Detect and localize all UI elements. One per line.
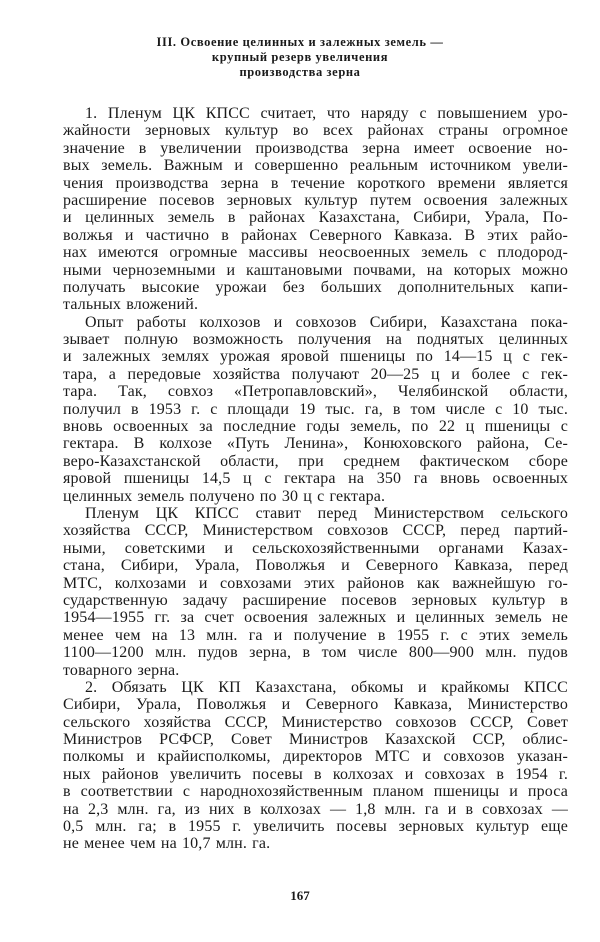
text-line: яровой пшеницы 14,5 ц с гектара на 350 га вновь освоенных — [63, 470, 568, 488]
text-line: и залежных землях урожая яровой пшеницы по 14—15 ц с гек- — [63, 348, 568, 366]
text-line: тара, а передовые хозяйства получают 20—25 ц и более с гек- — [63, 365, 568, 383]
text-line: Министров РСФСР, Совет Министров Казахской ССР, облис- — [63, 731, 568, 749]
text-line: 1954—1955 гг. за счет освоения залежных и целинных земель не — [63, 609, 568, 627]
text-line: менее чем на 13 млн. га и получение в 1955 г. с этих земель — [63, 626, 568, 644]
text-line: чения производства зерна в течение короткого времени является — [63, 174, 568, 192]
text-line: 2. Обязать ЦК КП Казахстана, обкомы и крайкомы КПСС — [85, 678, 568, 696]
paragraph — [63, 505, 568, 679]
text-line: и целинных земель в районах Казахстана, Сибири, Урала, По- — [63, 209, 568, 227]
text-line: Пленум ЦК КПСС ставит перед Министерством сельского — [85, 504, 568, 522]
text-line: 1100—1200 млн. пудов зерна, в том числе 800—900 млн. пудов — [63, 644, 568, 662]
text-line: значение в увеличении производства зерна имеет освоение но- — [63, 139, 568, 157]
text-line: ными, советскими и сельскохозяйственными органами Казах- — [63, 539, 568, 557]
text-line: ными черноземными и каштановыми почвами, на которых можно — [63, 261, 568, 279]
heading-line: крупный резерв увеличения — [211, 50, 389, 64]
page-number: 167 — [290, 888, 310, 903]
text-line: сельского хозяйства СССР, Министерство совхозов СССР, Совет — [63, 713, 568, 731]
text-line: вых земель. Важным и совершенно реальным источником увели- — [63, 157, 568, 175]
text-line: полкомы и крайисполкомы, директоров МТС и совхозов указан- — [63, 748, 568, 766]
text-line: не менее чем на 10,7 млн. га. — [63, 835, 271, 853]
heading-line: III. Освоение целинных и залежных земель — — [156, 35, 444, 49]
text-line: жайности зерновых культур во всех районах страны огромное — [63, 122, 568, 140]
text-line: на 2,3 млн. га, из них в колхозах — 1,8 млн. га и в совхозах — — [63, 800, 568, 818]
text-line: расширение посевов зерновых культур путем освоения залежных — [63, 191, 568, 209]
paragraph — [63, 105, 568, 314]
text-line: тальных вложений. — [63, 296, 199, 314]
text-line: Сибири, Урала, Поволжья и Северного Кавказа, Министерство — [63, 696, 568, 714]
text-line: сударственную задачу расширение посевов зерновых культур в — [63, 591, 568, 609]
text-line: ных районов увеличить посевы в колхозах и совхозах в 1954 г. — [63, 765, 568, 783]
paragraph — [63, 679, 568, 853]
text-line: 1. Пленум ЦК КПСС считает, что наряду с повышением уро- — [85, 105, 568, 122]
text-line: веро-Казахстанской области, при среднем фактическом сборе — [63, 452, 568, 470]
text-line: целинных земель получено по 30 ц с гектара. — [63, 487, 386, 505]
text-line: волжья и частично в районах Северного Кавказа. В этих райо- — [63, 226, 568, 244]
text-line: гектара. В колхозе «Путь Ленина», Конюховского района, Се- — [63, 435, 568, 453]
body-text — [63, 105, 568, 853]
text-line: стана, Сибири, Урала, Поволжья и Северного Кавказа, перед — [63, 557, 568, 575]
text-line: получил в 1953 г. с площади 19 тыс. га, в том числе с 10 тыс. — [63, 400, 568, 418]
text-line: товарного зерна. — [63, 661, 180, 679]
text-line: в соответствии с народнохозяйственным планом пшеницы и проса — [63, 783, 568, 801]
text-line: получать высокие урожаи без больших дополнительных капи- — [63, 278, 568, 296]
text-line: хозяйства СССР, Министерством совхозов СССР, перед партий- — [63, 522, 568, 540]
text-line: зывает полную возможность получения на поднятых целинных — [63, 331, 568, 349]
heading-line: производства зерна — [239, 65, 361, 79]
paragraph — [63, 314, 568, 505]
text-line: вновь освоенных за последние годы земель, по 22 ц пшеницы с — [63, 418, 568, 436]
section-heading — [0, 35, 600, 80]
text-line: нах имеются огромные массивы неосвоенных земель с плодород- — [63, 244, 568, 262]
text-line: 0,5 млн. га; в 1955 г. увеличить посевы зерновых культур еще — [63, 818, 568, 836]
text-line: Опыт работы колхозов и совхозов Сибири, Казахстана пока- — [85, 313, 568, 331]
text-line: МТС, колхозами и совхозами этих районов как важнейшую го- — [63, 574, 568, 592]
text-line: тара. Так, совхоз «Петропавловский», Челябинской области, — [63, 383, 568, 401]
